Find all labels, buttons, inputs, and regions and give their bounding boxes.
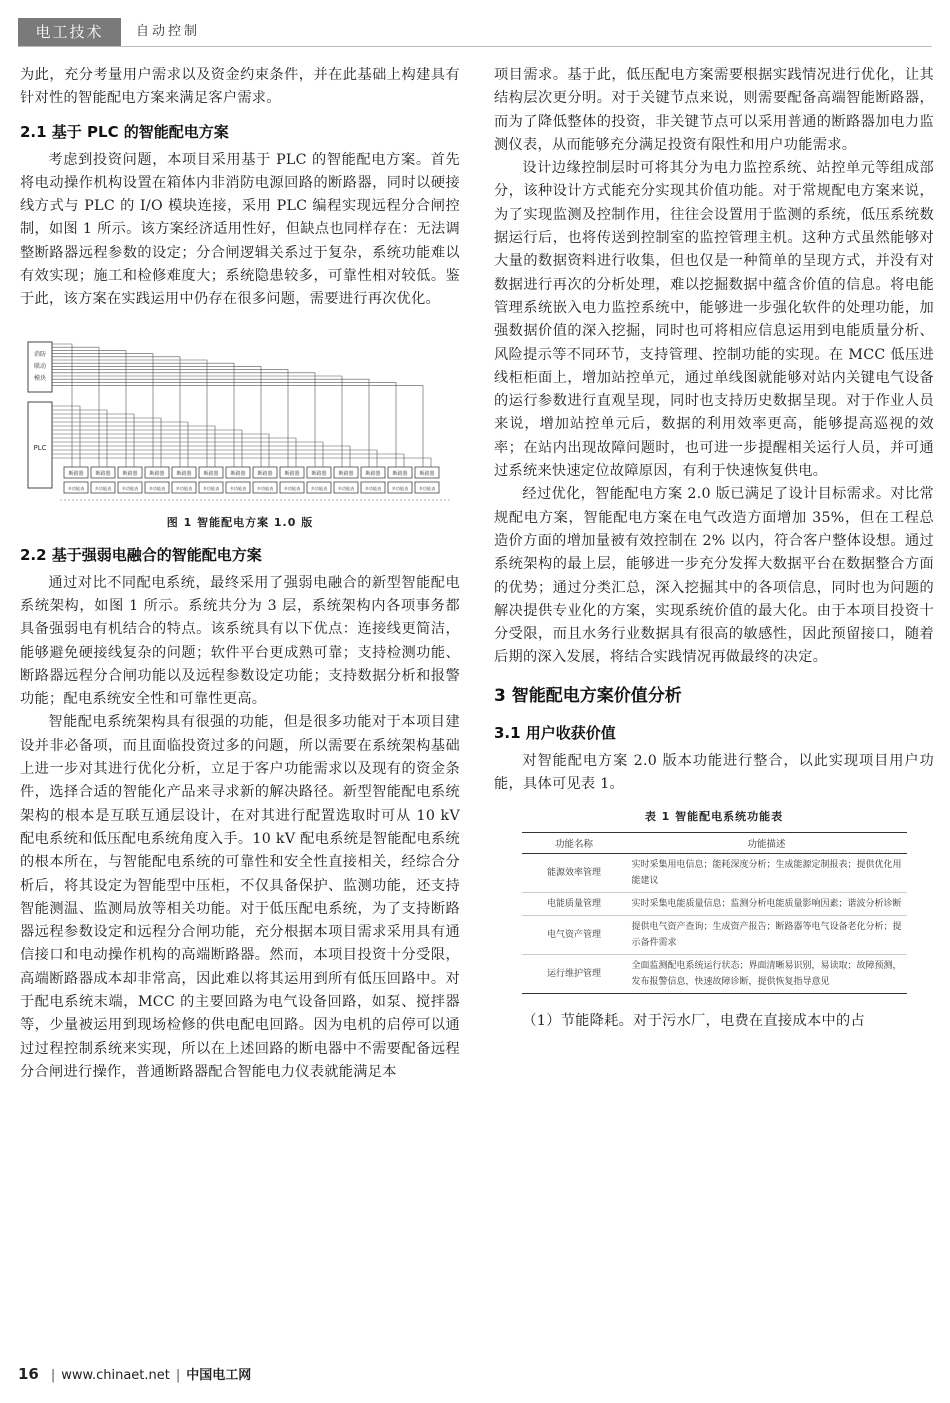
section-3-1-title: 3.1 用户收获价值	[494, 723, 616, 742]
section-2-2-paragraph-1: 通过对比不同配电系统，最终采用了强弱电融合的新型智能配电系统架构，如图 1 所示。系统共分为 3 层，系统架构内各项事务都具备强弱电有机结合的特点。该系统具有以下优点：连接线更简洁，能够避免硬接线复杂的问题；软件平台更成熟可靠；支持检测功能、断路器远程分合闸功能以及远程参数设定功能；支持数据分析和报警功能；配电系统安全性和可靠性更高。	[20, 574, 460, 708]
table-cell-name: 运行维护管理	[522, 955, 627, 994]
breaker-label: 断路器	[392, 470, 408, 477]
page-footer: 16 | www.chinaet.net | 中国电工网	[18, 1365, 252, 1383]
page-number: 16	[18, 1365, 39, 1383]
breaker-label: 断路器	[122, 470, 138, 477]
meter-label: 多功能表	[121, 485, 139, 491]
breaker-label: 断路器	[68, 470, 84, 477]
plc-wire	[52, 438, 296, 467]
plc-label: PLC	[33, 443, 47, 452]
meter-label: 多功能表	[67, 485, 85, 491]
breaker-label: 断路器	[365, 470, 381, 477]
table-header-row	[522, 833, 907, 854]
table-row	[522, 916, 907, 955]
section-2-1-paragraph: 考虑到投资问题，本项目采用基于 PLC 的智能配电方案。首先将电动操作机构设置在箱体内非消防电源回路的断路器，同时以硬接线方式与 PLC 的 I/O 模块连接，采用 PLC 编程实现远程分合闸控制，如图 1 所示。该方案经济适用性好，但缺点也同样存在：无法调整断路器远程参数的设定；分合闸逻辑关系过于复杂，系统功能难以有效实现；施工和检修难度大；系统隐患较多，可靠性相对较低。鉴于此，该方案在实践运用中仍存在很多问题，需要进行再次优化。	[20, 151, 460, 308]
continued-paragraph: 项目需求。基于此，低压配电方案需要根据实践情况进行优化，让其结构层次更分明。对于关键节点来说，则需要配备高端智能断路器，而为了降低整体的投资，非关键节点可以采用普通的断路器加电力监测仪表，从而能够充分满足投资有限性和用户功能需求。	[494, 67, 934, 153]
plc-wire	[52, 426, 215, 467]
meter-label: 多功能表	[256, 485, 274, 491]
meter-label: 多功能表	[148, 485, 166, 491]
table-header-name: 功能名称	[522, 833, 627, 854]
module-wire	[52, 382, 396, 467]
plc-wire	[52, 418, 161, 467]
breaker-label: 断路器	[176, 470, 192, 477]
fire-linkage-module-label: 模块	[33, 374, 47, 382]
table-cell-name: 电能质量管理	[522, 893, 627, 916]
breaker-label: 断路器	[149, 470, 165, 477]
header-rule	[18, 46, 932, 47]
plc-wire	[52, 450, 377, 467]
plc-wire	[52, 430, 242, 467]
meter-label: 多功能表	[337, 485, 355, 491]
module-wire	[52, 347, 99, 467]
footer-url: www.chinaet.net	[61, 1368, 170, 1383]
table-header-desc: 功能描述	[627, 833, 907, 854]
module-wire	[52, 376, 342, 467]
figure-1	[20, 330, 460, 508]
intro-paragraph: 为此，充分考量用户需求以及资金约束条件，并在此基础上构建具有针对性的智能配电方案来满足客户需求。	[20, 67, 460, 107]
meter-label: 多功能表	[175, 485, 193, 491]
table-cell-name: 能源效率管理	[522, 854, 627, 893]
table-cell-desc: 提供电气资产查询；生成资产报告；断路器等电气设备老化分析；提示备件需求	[627, 916, 907, 955]
meter-label: 多功能表	[283, 485, 301, 491]
module-wire	[52, 344, 72, 467]
right-column	[494, 64, 934, 1034]
breaker-label: 断路器	[230, 470, 246, 477]
figure-1-diagram	[20, 330, 460, 508]
meter-label: 多功能表	[364, 485, 382, 491]
function-table	[522, 832, 907, 994]
plc-wire	[52, 446, 350, 467]
journal-section-tab: 电工技术	[18, 18, 121, 46]
meter-label: 多功能表	[94, 485, 112, 491]
module-wire	[52, 372, 315, 466]
section-2-1-title: 2.1 基于 PLC 的智能配电方案	[20, 122, 229, 141]
table-cell-desc: 全面监测配电系统运行状态；界面清晰易识别，易读取；故障预测，发布报警信息，快速故障诊断，提供恢复指导意见	[627, 955, 907, 994]
section-2-2-title: 2.2 基于强弱电融合的智能配电方案	[20, 545, 262, 564]
table-row	[522, 893, 907, 916]
module-wire	[52, 366, 261, 467]
breaker-label: 断路器	[311, 470, 327, 477]
section-3-title: 3 智能配电方案价值分析	[494, 685, 682, 706]
breaker-label: 断路器	[284, 470, 300, 477]
table-cell-desc: 实时采集电能质量信息；监测分析电能质量影响因素；谐波分析诊断	[627, 893, 907, 916]
breaker-label: 断路器	[257, 470, 273, 477]
fire-linkage-module-label: 联动	[33, 362, 47, 370]
meter-label: 多功能表	[202, 485, 220, 491]
footer-brand: 中国电工网	[186, 1368, 252, 1383]
page-header	[18, 18, 932, 46]
breaker-label: 断路器	[203, 470, 219, 477]
plc-wire	[52, 458, 431, 467]
energy-saving-paragraph: （1）节能降耗。对于污水厂，电费在直接成本中的占	[522, 1013, 865, 1030]
fire-linkage-module-label: 消防	[33, 350, 47, 358]
module-wire	[52, 350, 126, 467]
section-3-1-paragraph: 对智能配电方案 2.0 版本功能进行整合，以此实现项目用户功能，具体可见表 1。	[494, 752, 934, 793]
optimization-paragraph: 经过优化，智能配电方案 2.0 版已满足了设计目标需求。对比常规配电方案，智能配电方案在电气改造方面增加 35%，但在工程总造价方面的增加量被有效控制在 2% 以内，符合客户整体设想。通过系统架构的最上层，能够进一步充分发挥大数据平台在数据整合方面的优势；通过分类汇总，深入挖掘其中的各项信息，同时也为问题的解决提供专业化的方案，实现系统价值的最大化。由于本项目投资十分受限，而且水务行业数据具有很高的敏感性，因此预留接口，随着后期的深入发展，将结合实践情况再做最终的决定。	[494, 486, 934, 666]
breaker-label: 断路器	[338, 470, 354, 477]
meter-label: 多功能表	[310, 485, 328, 491]
table-row	[522, 854, 907, 893]
table-1-caption: 表 1 智能配电系统功能表	[644, 810, 784, 824]
meter-label: 多功能表	[418, 485, 436, 491]
journal-subsection: 自动控制	[136, 24, 201, 39]
meter-label: 多功能表	[391, 485, 409, 491]
table-cell-name: 电气资产管理	[522, 916, 627, 955]
edge-control-paragraph: 设计边缘控制层时可将其分为电力监控系统、站控单元等组成部分，该种设计方式能充分实现其价值功能。对于常规配电方案来说，为了实现监测及控制作用，往往会设置用于监测的系统，低压系统数据运行后，也将传送到控制室的监控管理主机。这种方式虽然能够对大量的数据资料进行收集，但也仅是一种简单的呈现方式，并没有对数据进行再次的分析处理，难以挖掘数据中蕴含价值的信息。将电能管理系统嵌入电力监控系统中，能够进一步强化软件的处理功能，加强数据价值的深入挖掘，同时也可将相应信息运用到电能质量分析、风险提示等不同环节，支持管理、控制功能的实现。在 MCC 低压进线柜柜面上，增加站控单元，通过单线图就能够对站内关键电气设备的运行参数进行直观呈现，同时也支持历史数据呈现。对于作业人员来说，增加站控单元后，数据的利用效率更高，能够提高巡视的效率；在站内出现故障问题时，也可进一步提醒相关运行人员，并可通过系统来快速定位故障原因，有利于快速恢复供电。	[494, 160, 934, 480]
section-2-2-paragraph-2: 智能配电系统架构具有很强的功能，但是很多功能对于本项目建设并非必备项，而且面临投资过多的问题，所以需要在系统架构基础上进一步对其进行优化分析，立足于客户功能需求以及现有的资金条件，选择合适的智能化产品来寻求新的解决路径。新型智能配电系统架构的根本是互联互通层设计，在对其进行配置选取时可从 10 kV 配电系统和低压配电系统角度入手。10 kV 配电系统是智能配电系统的根本所在，与智能配电系统的可靠性和安全性直接相关，经综合分析后，将其设定为智能型中压柜，不仅具备保护、监测功能，还支持智能测温、监测局放等相关功能。对于低压配电系统，为了支持断路器远程参数设定和远程分合闸功能，充分根据本项目需求采用具有通信接口和电动操作机构的高端断路器。然而，本项目投资十分受限，高端断路器成本却非常高，因此难以将其运用到所有低压回路中。对于配电系统末端，MCC 的主要回路为电气设备回路，如泵、搅拌器等，少量被运用到现场检修的供电配电回路。因为电机的启停可以通过过程控制系统来实现，所以在上述回路的断电器中不需要配备远程分合闸进行操作，普通断路器配合智能电力仪表就能满足本	[20, 714, 460, 1080]
table-cell-desc: 实时采集用电信息；能耗深度分析；生成能源定制报表；提供优化用能建议	[627, 854, 907, 893]
breaker-label: 断路器	[95, 470, 111, 477]
figure-1-caption: 图 1 智能配电方案 1.0 版	[166, 515, 314, 529]
plc-wire	[52, 434, 269, 467]
plc-wire	[52, 422, 188, 467]
meter-label: 多功能表	[229, 485, 247, 491]
plc-wire	[52, 454, 404, 467]
left-column	[20, 64, 460, 1084]
breaker-label: 断路器	[419, 470, 435, 477]
table-row	[522, 955, 907, 994]
